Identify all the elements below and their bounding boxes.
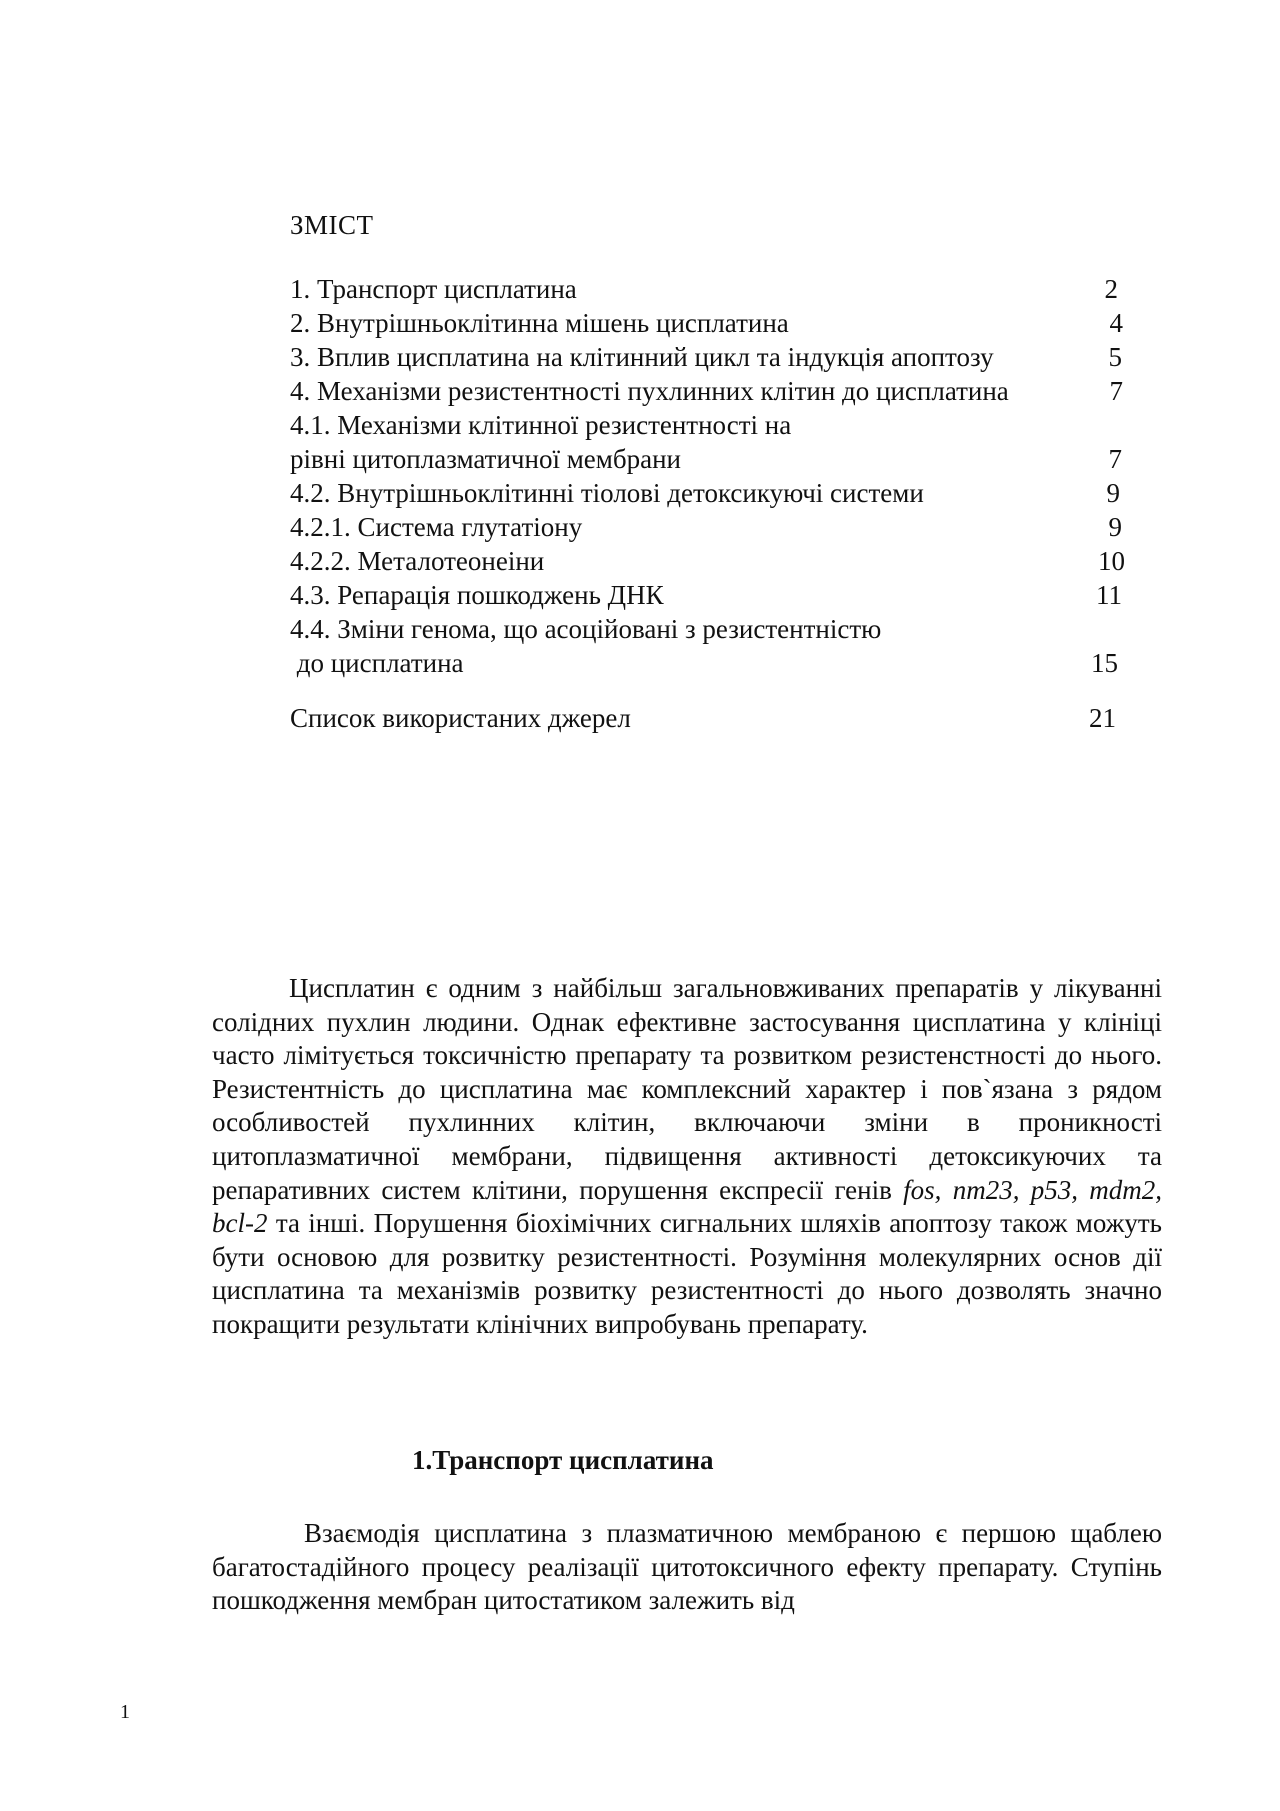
intro-text-end: та інші. Порушення біохімічних сигнальних шляхів апоптозу також можуть бути основою для розвитку резистентності. Розуміння молекулярних основ дії цисплатина та механізмів розвитку резистентності до нього дозволять значно покращити результати клінічних випробувань препарату. — [212, 1208, 1162, 1339]
toc-entry — [290, 701, 1116, 735]
toc-entry-text: рівні цитоплазматичної мембрани — [290, 444, 681, 474]
toc-entry — [290, 374, 1123, 408]
gene-name: p53, — [1030, 1174, 1078, 1205]
toc-entry — [290, 272, 1118, 306]
toc-entry-text: 1. Транспорт цисплатина — [290, 274, 577, 304]
toc-entry-page: 9 — [1106, 478, 1120, 508]
table-of-contents — [290, 272, 1130, 735]
gene-name: bcl-2 — [212, 1208, 268, 1239]
intro-text-start: Цисплатин є одним з найбільш загальновживаних препаратів у лікуванні солідних пухлин людини. Однак ефективне застосування цисплатина у клініці часто лімітується токсичністю препарату та розвитком резистенстності до нього. Резистентність до цисплатина має комплексний характер і пов`язана з рядом особливостей пухлинних клітин, включаючи зміни в проникності цитоплазматичної мембрани, підвищення активності детоксикуючих та репаративних систем клітини, порушення експресії генів — [212, 973, 1162, 1205]
toc-entry-page: 5 — [1108, 342, 1122, 372]
toc-entry-page: 10 — [1098, 546, 1125, 576]
toc-entry — [290, 578, 1122, 612]
toc-entry-page: 11 — [1096, 580, 1122, 610]
toc-entry-page: 7 — [1108, 444, 1122, 474]
toc-entry — [290, 646, 1118, 680]
toc-entry — [290, 476, 1120, 510]
page-number: 1 — [120, 1701, 130, 1723]
toc-entry-text: 4.2.2. Металотеонеіни — [290, 546, 545, 576]
gene-name: mdm2, — [1089, 1174, 1163, 1205]
toc-entry-text: 3. Вплив цисплатина на клітинний цикл та індукція апоптозу — [290, 342, 994, 372]
toc-entry — [290, 306, 1123, 340]
toc-entry-text: 4.2. Внутрішньоклітинні тіолові детоксикуючі системи — [290, 478, 924, 508]
toc-entry-text: 2. Внутрішньоклітинна мішень цисплатина — [290, 308, 789, 338]
section-paragraph: Взаємодія цисплатина з плазматичною мембраною є першою щаблею багатостадійного процесу реалізації цитотоксичного ефекту препарату. Ступінь пошкодження мембран цитостатиком залежить від — [212, 1518, 1162, 1616]
intro-paragraph — [212, 972, 1162, 1342]
toc-entry-text: 4.1. Механізми клітинної резистентності на — [290, 410, 792, 440]
toc-entry — [290, 408, 1122, 442]
toc-entry-page: 2 — [1104, 274, 1118, 304]
toc-entry — [290, 544, 1125, 578]
section-heading: 1.Транспорт цисплатина — [412, 1445, 714, 1475]
toc-title: ЗМІСТ — [290, 210, 374, 240]
toc-entry-text: 4.4. Зміни генома, що асоційовані з резистентністю — [290, 614, 882, 644]
toc-entry-page: 15 — [1091, 648, 1118, 678]
toc-entry — [290, 612, 1122, 646]
toc-entry-page: 21 — [1089, 703, 1116, 733]
toc-entry-page: 9 — [1108, 512, 1122, 542]
toc-entry-text: 4.3. Репарація пошкоджень ДНК — [290, 580, 664, 610]
toc-entry-text: до цисплатина — [290, 648, 464, 678]
toc-entry-page: 4 — [1109, 308, 1123, 338]
toc-entry-text: Список використаних джерел — [290, 703, 631, 733]
toc-entry-text: 4.2.1. Система глутатіону — [290, 512, 583, 542]
toc-entry — [290, 340, 1122, 374]
gene-name: fos, — [903, 1174, 942, 1205]
toc-entry — [290, 510, 1122, 544]
gene-name: nm23, — [952, 1174, 1020, 1205]
toc-entry-text: 4. Механізми резистентності пухлинних клітин до цисплатина — [290, 376, 1009, 406]
toc-entry-page: 7 — [1109, 376, 1123, 406]
toc-entry — [290, 442, 1122, 476]
